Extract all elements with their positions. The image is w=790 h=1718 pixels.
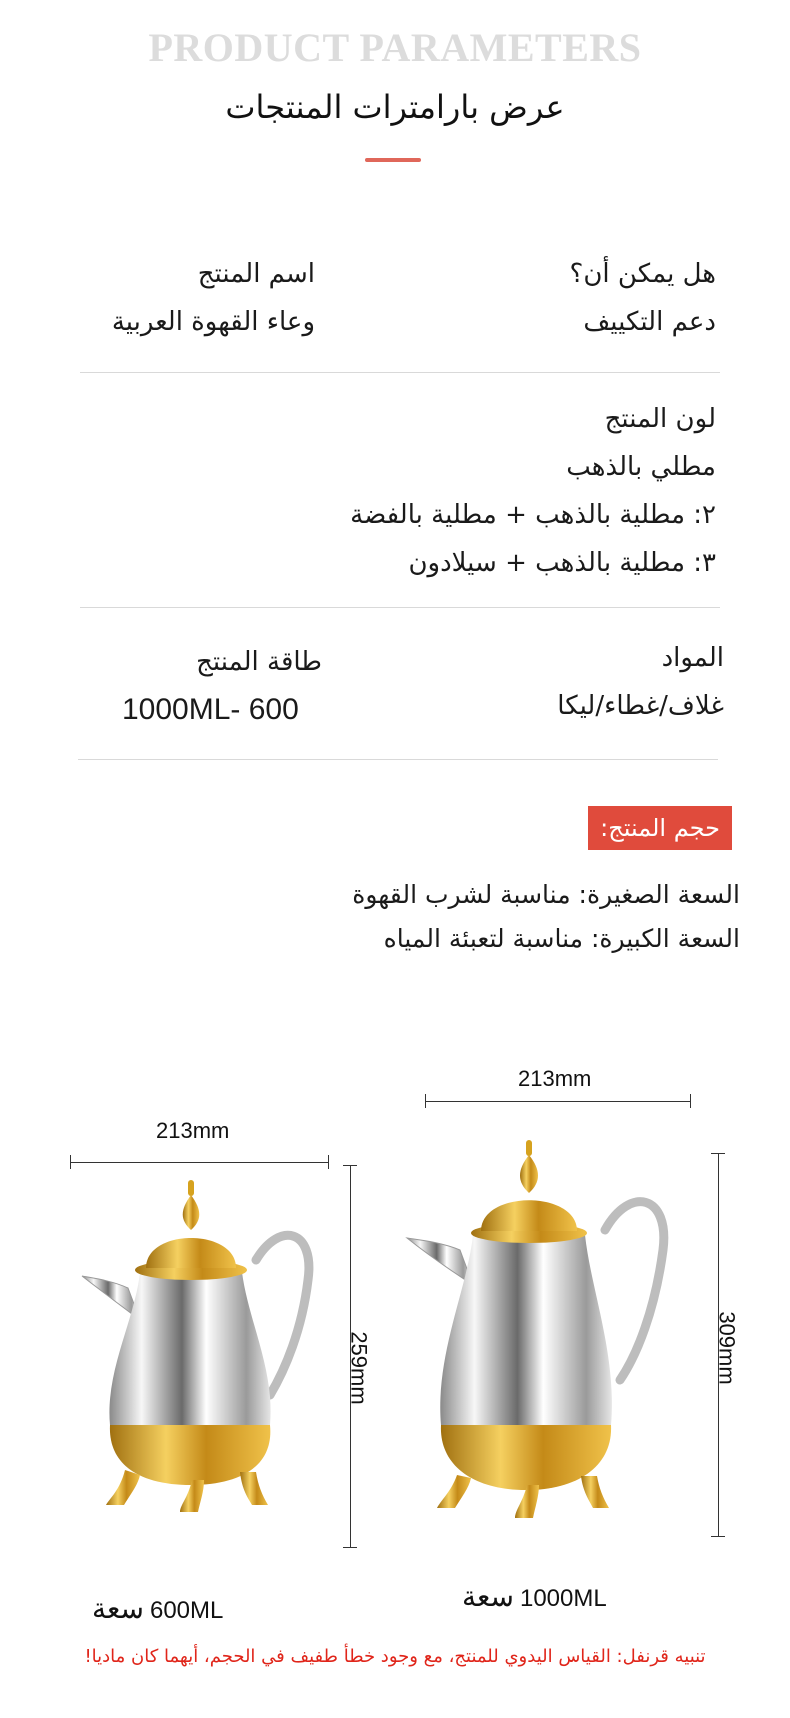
width-label-large: 213mm — [518, 1066, 592, 1091]
coffee-pot-small-image — [80, 1180, 330, 1535]
background-title: PRODUCT PARAMETERS — [148, 25, 642, 70]
custom-label: هل يمكن أن؟ — [569, 259, 716, 289]
name-value: وعاء القهوة العربية — [111, 307, 315, 337]
dimension-tick — [70, 1155, 71, 1169]
dimension-tick — [425, 1094, 426, 1108]
capacity-value: 1000ML- 600 — [122, 693, 299, 726]
height-label-large: 309mm — [714, 1311, 740, 1385]
dimension-tick — [690, 1094, 691, 1108]
dimension-tick — [343, 1165, 357, 1166]
color-label: لون المنتج — [604, 404, 716, 434]
color-value-3: ٣: مطلية بالذهب + سيلادون — [408, 548, 716, 578]
width-dimension-line — [70, 1162, 328, 1163]
divider — [80, 607, 720, 608]
width-label-small: 213mm — [156, 1118, 230, 1143]
dimension-tick — [711, 1536, 725, 1537]
title-accent-bar — [365, 158, 421, 162]
capacity-caption-small — [92, 1592, 223, 1625]
coffee-pot-large-image — [405, 1140, 675, 1535]
dimension-tick — [328, 1155, 329, 1169]
divider — [80, 372, 720, 373]
capacity-caption-large — [462, 1580, 607, 1613]
dimension-tick — [343, 1547, 357, 1548]
size-large-text: السعة الكبيرة: مناسبة لتعبئة المياه — [383, 924, 740, 953]
page-title: عرض بارامترات المنتجات — [225, 88, 565, 126]
size-badge: حجم المنتج: — [588, 806, 732, 850]
capacity-label: طاقة المنتج — [196, 647, 322, 677]
capacity-number: 1000ML — [519, 1585, 607, 1612]
custom-value: دعم التكييف — [583, 307, 716, 337]
name-label: اسم المنتج — [197, 259, 315, 289]
material-value: غلاف/غطاء/ليكا — [557, 691, 724, 721]
capacity-word: سعة — [462, 1581, 514, 1612]
color-value-2: ٢: مطلية بالذهب + مطلية بالفضة — [350, 500, 716, 530]
color-value-1: مطلي بالذهب — [566, 452, 716, 482]
divider — [78, 759, 718, 760]
material-label: المواد — [661, 643, 724, 673]
capacity-word: سعة — [92, 1593, 144, 1624]
size-small-text: السعة الصغيرة: مناسبة لشرب القهوة — [352, 880, 740, 909]
width-dimension-line — [425, 1101, 690, 1102]
measurement-note: تنبيه قرنفل: القياس اليدوي للمنتج، مع وجود خطأ طفيف في الحجم، أيهما كان ماديا! — [84, 1646, 706, 1667]
height-label-small: 259mm — [346, 1331, 372, 1405]
capacity-number: 600ML — [149, 1597, 224, 1624]
dimension-tick — [711, 1153, 725, 1154]
